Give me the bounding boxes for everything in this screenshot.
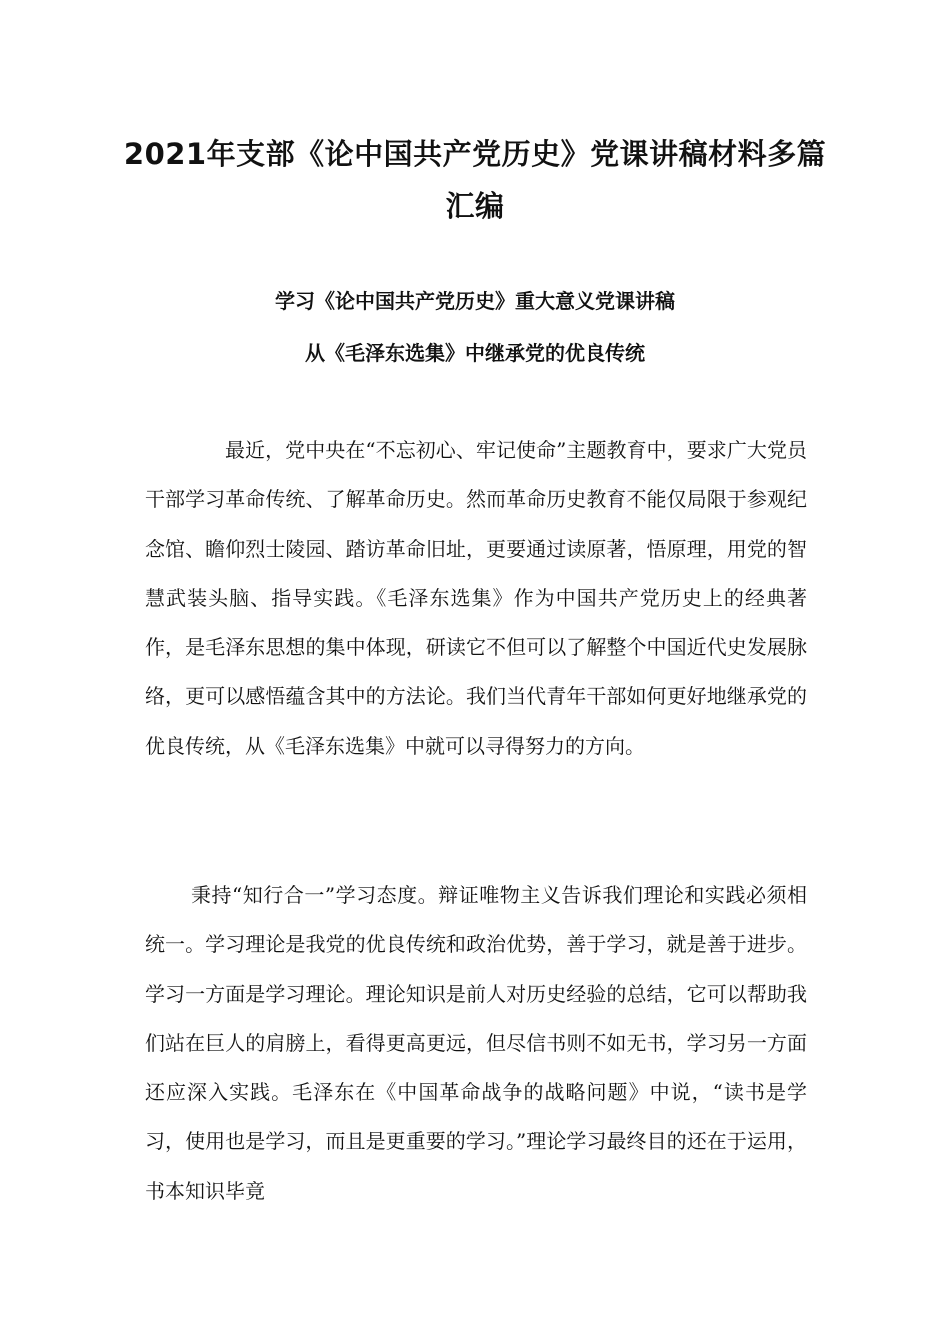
- body-paragraph-2: 秉持“知行合一”学习态度。辩证唯物主义告诉我们理论和实践必须相统一。学习理论是我党的优良传统和政治优势，善于学习，就是善于进步。学习一方面是学习理论。理论知识是前人对历史经验的总结，它可以帮助我们站在巨人的肩膀上，看得更高更远，但尽信书则不如无书，学习另一方面还应深入实践。毛泽东在《中国革命战争的战略问题》中说，“读书是学习，使用也是学习，而且是更重要的学习。”理论学习最终目的还在于运用，书本知识毕竟: [145, 883, 807, 1203]
- document-title: 2021年支部《论中国共产党历史》党课讲稿材料多篇汇编: [123, 137, 827, 223]
- section-title: 学习《论中国共产党历史》重大意义党课讲稿: [275, 289, 675, 313]
- section-subtitle: 从《毛泽东选集》中继承党的优良传统: [305, 341, 645, 365]
- body-paragraph-1: 最近，党中央在“不忘初心、牢记使命”主题教育中，要求广大党员干部学习革命传统、了解革命历史。然而革命历史教育不能仅局限于参观纪念馆、瞻仰烈士陵园、踏访革命旧址，更要通过读原著，悟原理，用党的智慧武装头脑、指导实践。《毛泽东选集》作为中国共产党历史上的经典著作，是毛泽东思想的集中体现，研读它不但可以了解整个中国近代史发展脉络，更可以感悟蕴含其中的方法论。我们当代青年干部如何更好地继承党的优良传统，从《毛泽东选集》中就可以寻得努力的方向。: [145, 438, 807, 758]
